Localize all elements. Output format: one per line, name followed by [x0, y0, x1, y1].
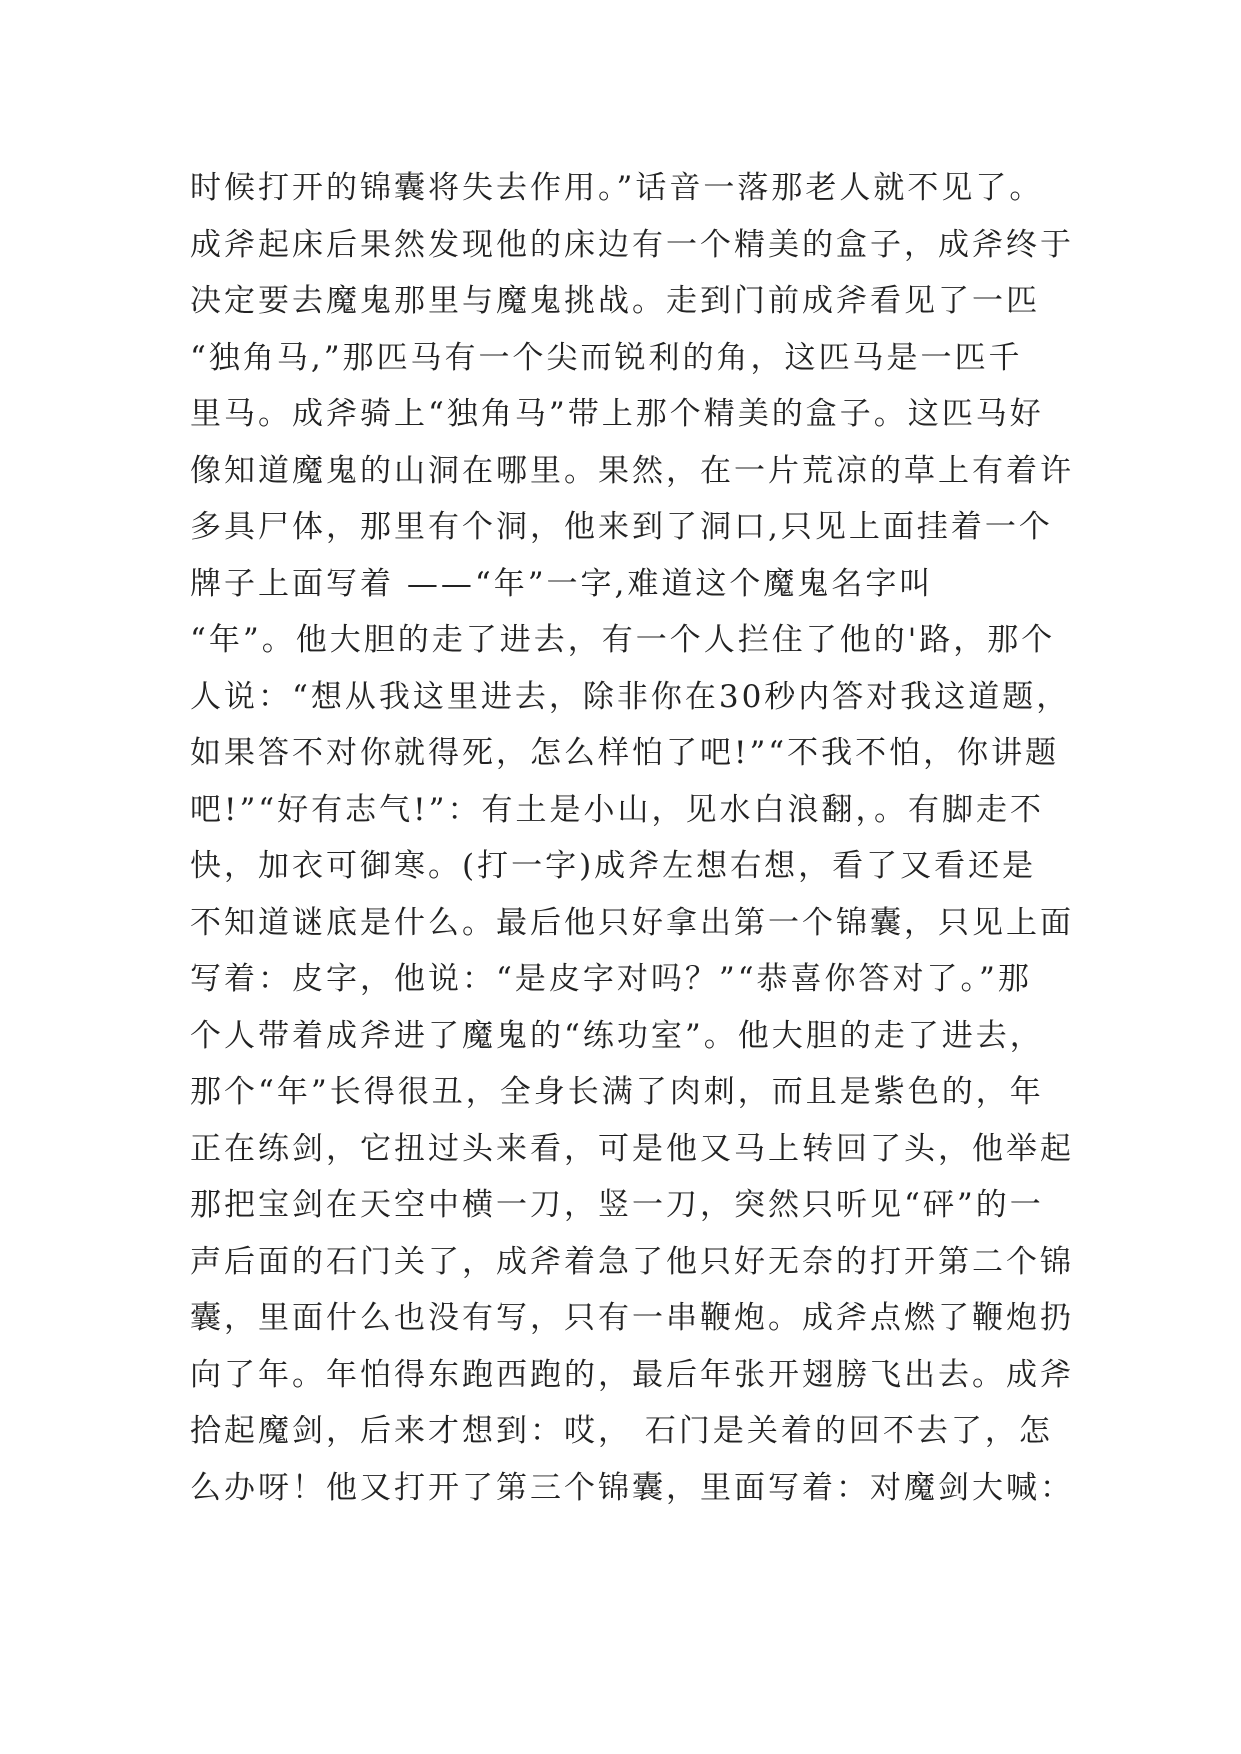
text-line: 决定要去魔鬼那里与魔鬼挑战。走到门前成斧看见了一匹 — [190, 283, 1040, 319]
text-line: 拾起魔剑，后来才想到：哎， 石门是关着的回不去了，怎 — [190, 1413, 1053, 1449]
text-line: 成斧起床后果然发现他的床边有一个精美的盒子，成斧终于 — [190, 226, 1074, 263]
text-line: 像知道魔鬼的山洞在哪里。果然，在一片荒凉的草上有着许 — [190, 452, 1074, 489]
text-line: 时候打开的锦囊将失去作用。”话音一落那老人就不见了。 — [190, 170, 1044, 206]
text-line: 正在练剑，它扭过头来看，可是他又马上转回了头，他举起 — [190, 1130, 1074, 1167]
text-line: 不知道谜底是什么。最后他只好拿出第一个锦囊，只见上面 — [190, 904, 1074, 941]
text-line: 么办呀！他又打开了第三个锦囊，里面写着：对魔剑大喊： — [190, 1469, 1074, 1506]
text-line: 那把宝剑在天空中横一刀，竖一刀，突然只听见“砰”的一 — [190, 1187, 1044, 1223]
text-line: 写着：皮字，他说：“是皮字对吗？”“恭喜你答对了。”那 — [190, 961, 1032, 997]
text-line: 那个“年”长得很丑，全身长满了肉刺，而且是紫色的，年 — [190, 1074, 1044, 1110]
text-line: 个人带着成斧进了魔鬼的“练功室”。他大胆的走了进去， — [190, 1017, 1044, 1054]
text-line: 多具尸体，那里有个洞，他来到了洞口,只见上面挂着一个 — [190, 509, 1053, 545]
text-line: “独角马,”那匹马有一个尖而锐利的角，这匹马是一匹千 — [190, 339, 1023, 376]
text-line: 牌子上面写着 ——“年”一字,难道这个魔鬼名字叫 — [190, 565, 934, 602]
text-line: 里马。成斧骑上“独角马”带上那个精美的盒子。这匹马好 — [190, 396, 1044, 432]
story-text — [190, 160, 1074, 1516]
text-line: “年”。他大胆的走了进去，有一个人拦住了他的'路，那个 — [190, 622, 1056, 658]
text-line: 吧!”“好有志气!”：有土是小山，见水白浪翻，。有脚走不 — [190, 791, 1044, 828]
text-line: 如果答不对你就得死，怎么样怕了吧!”“不我不怕，你讲题 — [190, 735, 1060, 771]
text-line: 囊，里面什么也没有写，只有一串鞭炮。成斧点燃了鞭炮扔 — [190, 1300, 1074, 1336]
text-line: 声后面的石门关了，成斧着急了他只好无奈的打开第二个锦 — [190, 1243, 1074, 1280]
text-line: 向了年。年怕得东跑西跑的，最后年张开翅膀飞出去。成斧 — [190, 1356, 1074, 1393]
text-line: 人说：“想从我这里进去，除非你在30秒内答对我这道题， — [190, 678, 1071, 715]
text-line: 快，加衣可御寒。(打一字)成斧左想右想，看了又看还是 — [190, 848, 1037, 884]
